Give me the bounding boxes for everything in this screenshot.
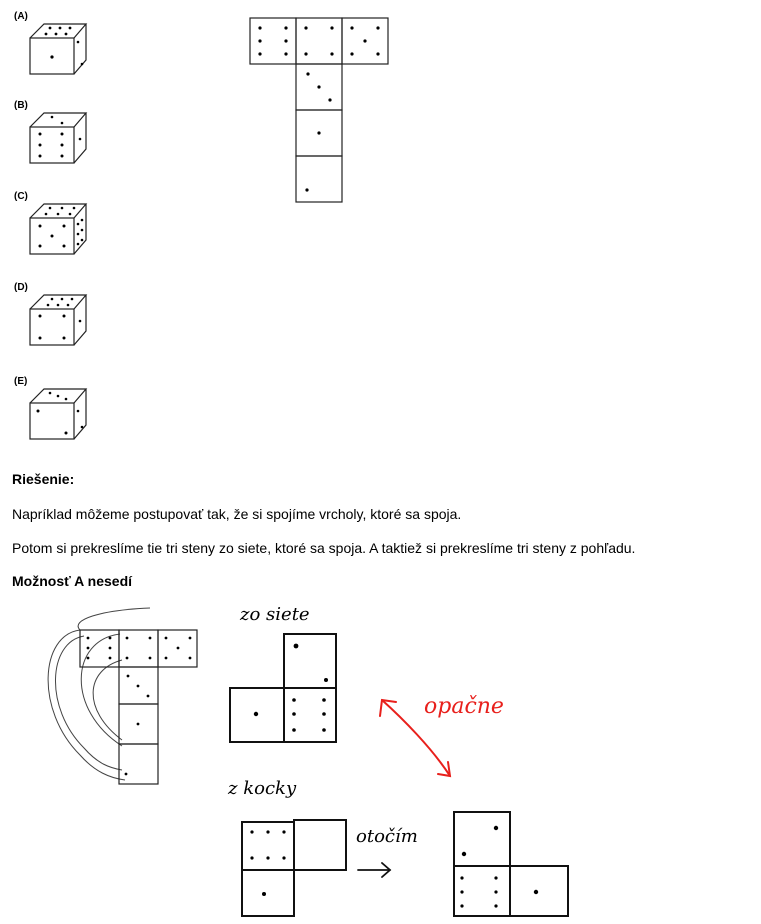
option-label-e: (E) (14, 376, 28, 387)
solution-line-1: Napríklad môžeme postupovať tak, že si spojíme vrcholy, ktoré sa spoja. (12, 506, 462, 522)
cube-c-icon (22, 200, 92, 260)
sketch-net-with-arc (30, 600, 205, 795)
sketch-faces-rotated (450, 808, 572, 920)
sketch-label-z-kocky: z kocky (228, 778, 297, 799)
cube-d-icon (22, 291, 92, 351)
cube-b-icon (22, 109, 92, 169)
right-arrow-icon (354, 858, 398, 880)
solution-line-2: Potom si prekreslíme tie tri steny zo siete, ktoré sa spoja. A taktiež si prekreslíme tri steny z pohľadu. (12, 540, 636, 556)
cube-a-icon (22, 20, 92, 80)
cube-net-diagram (250, 18, 390, 208)
option-label-a: (A) (14, 11, 28, 22)
sketch-faces-from-net (228, 630, 358, 748)
sketch-faces-from-cube (238, 816, 348, 918)
solution-heading: Riešenie: (12, 471, 75, 487)
option-label-d: (D) (14, 282, 28, 293)
option-label-c: (C) (14, 191, 28, 202)
sketch-label-zo-siete: zo siete (240, 604, 310, 625)
cube-e-icon (22, 385, 92, 445)
option-label-b: (B) (14, 100, 28, 111)
solution-subheading: Možnosť A nesedí (12, 573, 133, 589)
sketch-label-opacne: opačne (424, 694, 504, 719)
sketch-label-otocim: otočím (356, 826, 418, 847)
